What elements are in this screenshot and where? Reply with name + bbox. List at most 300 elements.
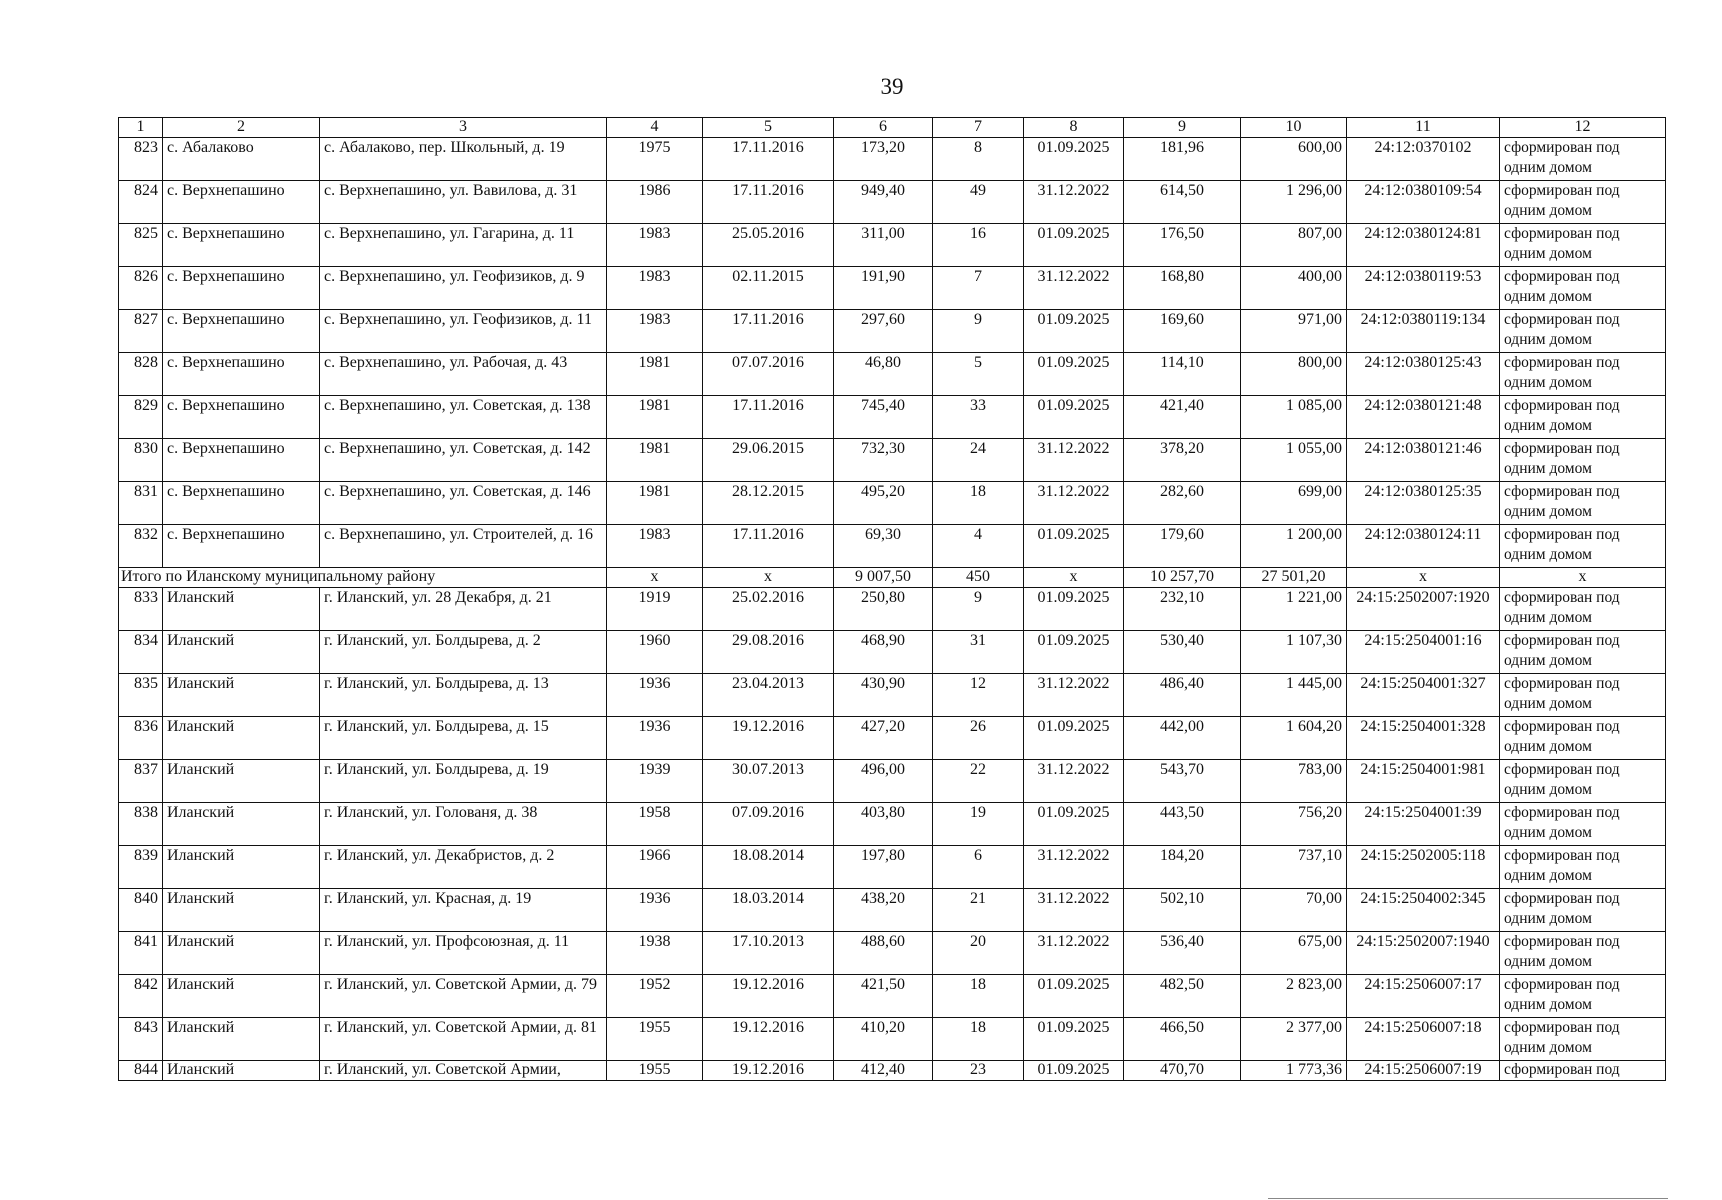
land-area-cell: 783,00 [1241, 760, 1347, 803]
cadastral-number-cell: 24:12:0380125:35 [1347, 482, 1500, 525]
residents-cell: 9 [933, 310, 1024, 353]
table-row [119, 674, 1666, 717]
status-cell: сформирован под одним домом [1500, 353, 1666, 396]
locality-cell: с. Верхнепашино [163, 439, 320, 482]
area-cell: 69,30 [834, 525, 933, 568]
table-row [119, 760, 1666, 803]
land-area-cell: 1 604,20 [1241, 717, 1347, 760]
deadline-cell: 31.12.2022 [1024, 846, 1124, 889]
residents-cell: 22 [933, 760, 1024, 803]
cadastral-number-cell: 24:12:0370102 [1347, 138, 1500, 181]
area-2-cell: 179,60 [1124, 525, 1241, 568]
area-cell: 949,40 [834, 181, 933, 224]
address-cell: г. Иланский, ул. Голованя, д. 38 [320, 803, 607, 846]
total-value: 27 501,20 [1241, 568, 1347, 588]
residents-cell: 24 [933, 439, 1024, 482]
deadline-cell: 01.09.2025 [1024, 631, 1124, 674]
year-cell: 1939 [607, 760, 703, 803]
row-number: 823 [119, 138, 163, 181]
date-cell: 19.12.2016 [703, 1018, 834, 1061]
table-body [119, 138, 1666, 1081]
cadastral-number-cell: 24:12:0380124:11 [1347, 525, 1500, 568]
deadline-cell: 31.12.2022 [1024, 181, 1124, 224]
locality-cell: с. Верхнепашино [163, 310, 320, 353]
status-cell: сформирован под одним домом [1500, 932, 1666, 975]
date-cell: 17.11.2016 [703, 310, 834, 353]
residents-cell: 7 [933, 267, 1024, 310]
land-area-cell: 1 773,36 [1241, 1061, 1347, 1081]
area-cell: 173,20 [834, 138, 933, 181]
locality-cell: Иланский [163, 760, 320, 803]
column-header-6: 6 [834, 118, 933, 138]
land-area-cell: 971,00 [1241, 310, 1347, 353]
row-number: 826 [119, 267, 163, 310]
residents-cell: 12 [933, 674, 1024, 717]
deadline-cell: 31.12.2022 [1024, 760, 1124, 803]
land-area-cell: 675,00 [1241, 932, 1347, 975]
residents-cell: 20 [933, 932, 1024, 975]
row-number: 830 [119, 439, 163, 482]
locality-cell: Иланский [163, 588, 320, 631]
table-row [119, 846, 1666, 889]
area-cell: 403,80 [834, 803, 933, 846]
table-row [119, 1018, 1666, 1061]
date-cell: 29.06.2015 [703, 439, 834, 482]
area-2-cell: 470,70 [1124, 1061, 1241, 1081]
address-cell: с. Абалаково, пер. Школьный, д. 19 [320, 138, 607, 181]
area-cell: 496,00 [834, 760, 933, 803]
date-cell: 07.09.2016 [703, 803, 834, 846]
cadastral-number-cell: 24:12:0380119:134 [1347, 310, 1500, 353]
year-cell: 1966 [607, 846, 703, 889]
deadline-cell: 31.12.2022 [1024, 439, 1124, 482]
table-row [119, 439, 1666, 482]
row-number: 828 [119, 353, 163, 396]
land-area-cell: 1 085,00 [1241, 396, 1347, 439]
deadline-cell: 01.09.2025 [1024, 224, 1124, 267]
locality-cell: с. Верхнепашино [163, 181, 320, 224]
locality-cell: Иланский [163, 803, 320, 846]
area-cell: 311,00 [834, 224, 933, 267]
year-cell: 1986 [607, 181, 703, 224]
deadline-cell: 01.09.2025 [1024, 1018, 1124, 1061]
table-row [119, 181, 1666, 224]
area-2-cell: 536,40 [1124, 932, 1241, 975]
locality-cell: с. Верхнепашино [163, 396, 320, 439]
table-row [119, 631, 1666, 674]
cadastral-number-cell: 24:15:2506007:17 [1347, 975, 1500, 1018]
area-2-cell: 184,20 [1124, 846, 1241, 889]
deadline-cell: 01.09.2025 [1024, 353, 1124, 396]
land-area-cell: 1 200,00 [1241, 525, 1347, 568]
table-row [119, 717, 1666, 760]
status-cell: сформирован под одним домом [1500, 181, 1666, 224]
date-cell: 18.08.2014 [703, 846, 834, 889]
land-area-cell: 2 377,00 [1241, 1018, 1347, 1061]
cadastral-number-cell: 24:15:2504001:39 [1347, 803, 1500, 846]
residents-cell: 6 [933, 846, 1024, 889]
column-header-1: 1 [119, 118, 163, 138]
residents-cell: 8 [933, 138, 1024, 181]
area-cell: 421,50 [834, 975, 933, 1018]
locality-cell: с. Верхнепашино [163, 525, 320, 568]
row-number: 837 [119, 760, 163, 803]
residents-cell: 23 [933, 1061, 1024, 1081]
date-cell: 19.12.2016 [703, 975, 834, 1018]
address-cell: с. Верхнепашино, ул. Строителей, д. 16 [320, 525, 607, 568]
row-number: 835 [119, 674, 163, 717]
cadastral-number-cell: 24:15:2504001:328 [1347, 717, 1500, 760]
residents-cell: 18 [933, 975, 1024, 1018]
locality-cell: с. Верхнепашино [163, 353, 320, 396]
deadline-cell: 01.09.2025 [1024, 803, 1124, 846]
year-cell: 1983 [607, 310, 703, 353]
locality-cell: с. Абалаково [163, 138, 320, 181]
table-row [119, 932, 1666, 975]
year-cell: 1936 [607, 674, 703, 717]
deadline-cell: 01.09.2025 [1024, 138, 1124, 181]
cadastral-number-cell: 24:12:0380121:48 [1347, 396, 1500, 439]
column-header-4: 4 [607, 118, 703, 138]
area-cell: 46,80 [834, 353, 933, 396]
area-cell: 488,60 [834, 932, 933, 975]
land-area-cell: 70,00 [1241, 889, 1347, 932]
date-cell: 17.10.2013 [703, 932, 834, 975]
date-cell: 17.11.2016 [703, 181, 834, 224]
column-header-12: 12 [1500, 118, 1666, 138]
year-cell: 1919 [607, 588, 703, 631]
year-cell: 1975 [607, 138, 703, 181]
table-row [119, 396, 1666, 439]
area-2-cell: 442,00 [1124, 717, 1241, 760]
row-number: 839 [119, 846, 163, 889]
status-cell: сформирован под одним домом [1500, 889, 1666, 932]
year-cell: 1955 [607, 1061, 703, 1081]
address-cell: г. Иланский, ул. Советской Армии, [320, 1061, 607, 1081]
column-header-9: 9 [1124, 118, 1241, 138]
date-cell: 17.11.2016 [703, 138, 834, 181]
area-2-cell: 176,50 [1124, 224, 1241, 267]
row-number: 836 [119, 717, 163, 760]
land-area-cell: 800,00 [1241, 353, 1347, 396]
area-2-cell: 114,10 [1124, 353, 1241, 396]
deadline-cell: 01.09.2025 [1024, 1061, 1124, 1081]
total-value: 450 [933, 568, 1024, 588]
cadastral-number-cell: 24:15:2502005:118 [1347, 846, 1500, 889]
year-cell: 1981 [607, 439, 703, 482]
land-area-cell: 1 055,00 [1241, 439, 1347, 482]
status-cell: сформирован под одним домом [1500, 482, 1666, 525]
column-header-5: 5 [703, 118, 834, 138]
residents-cell: 16 [933, 224, 1024, 267]
date-cell: 17.11.2016 [703, 396, 834, 439]
date-cell: 23.04.2013 [703, 674, 834, 717]
status-cell: сформирован под одним домом [1500, 803, 1666, 846]
year-cell: 1983 [607, 267, 703, 310]
table-row [119, 588, 1666, 631]
deadline-cell: 01.09.2025 [1024, 396, 1124, 439]
table-row [119, 482, 1666, 525]
status-cell: сформирован под одним домом [1500, 674, 1666, 717]
status-cell: сформирован под одним домом [1500, 1018, 1666, 1061]
address-cell: с. Верхнепашино, ул. Рабочая, д. 43 [320, 353, 607, 396]
cadastral-number-cell: 24:12:0380121:46 [1347, 439, 1500, 482]
row-number: 824 [119, 181, 163, 224]
status-cell: сформирован под одним домом [1500, 224, 1666, 267]
status-cell: сформирован под одним домом [1500, 138, 1666, 181]
address-cell: г. Иланский, ул. 28 Декабря, д. 21 [320, 588, 607, 631]
table-row [119, 267, 1666, 310]
deadline-cell: 31.12.2022 [1024, 932, 1124, 975]
residents-cell: 9 [933, 588, 1024, 631]
address-cell: г. Иланский, ул. Болдырева, д. 15 [320, 717, 607, 760]
address-cell: г. Иланский, ул. Профсоюзная, д. 11 [320, 932, 607, 975]
row-number: 834 [119, 631, 163, 674]
locality-cell: Иланский [163, 674, 320, 717]
locality-cell: с. Верхнепашино [163, 224, 320, 267]
deadline-cell: 01.09.2025 [1024, 310, 1124, 353]
area-2-cell: 466,50 [1124, 1018, 1241, 1061]
area-cell: 468,90 [834, 631, 933, 674]
deadline-cell: 01.09.2025 [1024, 717, 1124, 760]
land-area-cell: 400,00 [1241, 267, 1347, 310]
locality-cell: с. Верхнепашино [163, 267, 320, 310]
status-cell: сформирован под одним домом [1500, 267, 1666, 310]
area-2-cell: 530,40 [1124, 631, 1241, 674]
column-header-11: 11 [1347, 118, 1500, 138]
column-header-8: 8 [1024, 118, 1124, 138]
locality-cell: с. Верхнепашино [163, 482, 320, 525]
locality-cell: Иланский [163, 717, 320, 760]
deadline-cell: 31.12.2022 [1024, 889, 1124, 932]
deadline-cell: 31.12.2022 [1024, 674, 1124, 717]
area-cell: 732,30 [834, 439, 933, 482]
column-number-header-row [119, 118, 1666, 138]
residents-cell: 33 [933, 396, 1024, 439]
address-cell: с. Верхнепашино, ул. Геофизиков, д. 11 [320, 310, 607, 353]
area-2-cell: 181,96 [1124, 138, 1241, 181]
area-cell: 197,80 [834, 846, 933, 889]
address-cell: г. Иланский, ул. Советской Армии, д. 81 [320, 1018, 607, 1061]
land-area-cell: 1 296,00 [1241, 181, 1347, 224]
address-cell: с. Верхнепашино, ул. Советская, д. 146 [320, 482, 607, 525]
land-area-cell: 756,20 [1241, 803, 1347, 846]
area-cell: 745,40 [834, 396, 933, 439]
area-2-cell: 378,20 [1124, 439, 1241, 482]
total-value: х [1024, 568, 1124, 588]
year-cell: 1960 [607, 631, 703, 674]
cadastral-number-cell: 24:12:0380124:81 [1347, 224, 1500, 267]
year-cell: 1981 [607, 396, 703, 439]
area-2-cell: 282,60 [1124, 482, 1241, 525]
area-cell: 250,80 [834, 588, 933, 631]
area-cell: 410,20 [834, 1018, 933, 1061]
area-cell: 297,60 [834, 310, 933, 353]
land-area-cell: 807,00 [1241, 224, 1347, 267]
status-cell: сформирован под одним домом [1500, 439, 1666, 482]
housing-registry-table [118, 117, 1666, 1081]
date-cell: 29.08.2016 [703, 631, 834, 674]
total-label: Итого по Иланскому муниципальному району [119, 568, 607, 588]
cadastral-number-cell: 24:15:2502007:1920 [1347, 588, 1500, 631]
total-value: х [1347, 568, 1500, 588]
date-cell: 28.12.2015 [703, 482, 834, 525]
address-cell: с. Верхнепашино, ул. Советская, д. 138 [320, 396, 607, 439]
area-2-cell: 421,40 [1124, 396, 1241, 439]
area-cell: 412,40 [834, 1061, 933, 1081]
table-row [119, 889, 1666, 932]
cadastral-number-cell: 24:12:0380109:54 [1347, 181, 1500, 224]
row-number: 843 [119, 1018, 163, 1061]
residents-cell: 18 [933, 1018, 1024, 1061]
address-cell: г. Иланский, ул. Красная, д. 19 [320, 889, 607, 932]
address-cell: г. Иланский, ул. Болдырева, д. 19 [320, 760, 607, 803]
date-cell: 07.07.2016 [703, 353, 834, 396]
status-cell: сформирован под одним домом [1500, 760, 1666, 803]
cadastral-number-cell: 24:15:2504001:327 [1347, 674, 1500, 717]
total-value: 9 007,50 [834, 568, 933, 588]
date-cell: 30.07.2013 [703, 760, 834, 803]
year-cell: 1936 [607, 717, 703, 760]
land-area-cell: 600,00 [1241, 138, 1347, 181]
address-cell: с. Верхнепашино, ул. Советская, д. 142 [320, 439, 607, 482]
year-cell: 1955 [607, 1018, 703, 1061]
residents-cell: 26 [933, 717, 1024, 760]
row-number: 827 [119, 310, 163, 353]
cadastral-number-cell: 24:15:2504001:981 [1347, 760, 1500, 803]
area-cell: 191,90 [834, 267, 933, 310]
row-number: 842 [119, 975, 163, 1018]
area-2-cell: 168,80 [1124, 267, 1241, 310]
year-cell: 1958 [607, 803, 703, 846]
column-header-10: 10 [1241, 118, 1347, 138]
year-cell: 1981 [607, 482, 703, 525]
row-number: 841 [119, 932, 163, 975]
footer-divider [1268, 1198, 1668, 1199]
year-cell: 1983 [607, 525, 703, 568]
residents-cell: 5 [933, 353, 1024, 396]
area-2-cell: 169,60 [1124, 310, 1241, 353]
total-value: 10 257,70 [1124, 568, 1241, 588]
table-row [119, 224, 1666, 267]
residents-cell: 18 [933, 482, 1024, 525]
date-cell: 17.11.2016 [703, 525, 834, 568]
address-cell: г. Иланский, ул. Декабристов, д. 2 [320, 846, 607, 889]
date-cell: 25.02.2016 [703, 588, 834, 631]
table-row [119, 525, 1666, 568]
status-cell: сформирован под одним домом [1500, 975, 1666, 1018]
date-cell: 02.11.2015 [703, 267, 834, 310]
locality-cell: Иланский [163, 1018, 320, 1061]
area-2-cell: 486,40 [1124, 674, 1241, 717]
status-cell: сформирован под [1500, 1061, 1666, 1081]
land-area-cell: 1 107,30 [1241, 631, 1347, 674]
status-cell: сформирован под одним домом [1500, 525, 1666, 568]
year-cell: 1936 [607, 889, 703, 932]
year-cell: 1983 [607, 224, 703, 267]
row-number: 832 [119, 525, 163, 568]
row-number: 825 [119, 224, 163, 267]
locality-cell: Иланский [163, 631, 320, 674]
status-cell: сформирован под одним домом [1500, 588, 1666, 631]
locality-cell: Иланский [163, 932, 320, 975]
locality-cell: Иланский [163, 889, 320, 932]
table-row [119, 975, 1666, 1018]
table-row [119, 310, 1666, 353]
date-cell: 19.12.2016 [703, 1061, 834, 1081]
locality-cell: Иланский [163, 1061, 320, 1081]
status-cell: сформирован под одним домом [1500, 310, 1666, 353]
locality-cell: Иланский [163, 846, 320, 889]
locality-cell: Иланский [163, 975, 320, 1018]
status-cell: сформирован под одним домом [1500, 631, 1666, 674]
residents-cell: 21 [933, 889, 1024, 932]
area-2-cell: 443,50 [1124, 803, 1241, 846]
row-number: 831 [119, 482, 163, 525]
address-cell: с. Верхнепашино, ул. Гагарина, д. 11 [320, 224, 607, 267]
cadastral-number-cell: 24:15:2506007:18 [1347, 1018, 1500, 1061]
address-cell: г. Иланский, ул. Болдырева, д. 13 [320, 674, 607, 717]
total-row [119, 568, 1666, 588]
residents-cell: 49 [933, 181, 1024, 224]
year-cell: 1938 [607, 932, 703, 975]
address-cell: г. Иланский, ул. Болдырева, д. 2 [320, 631, 607, 674]
deadline-cell: 31.12.2022 [1024, 267, 1124, 310]
land-area-cell: 2 823,00 [1241, 975, 1347, 1018]
total-value: х [607, 568, 703, 588]
column-header-2: 2 [163, 118, 320, 138]
column-header-3: 3 [320, 118, 607, 138]
area-cell: 430,90 [834, 674, 933, 717]
area-2-cell: 232,10 [1124, 588, 1241, 631]
residents-cell: 19 [933, 803, 1024, 846]
land-area-cell: 699,00 [1241, 482, 1347, 525]
area-cell: 438,20 [834, 889, 933, 932]
cadastral-number-cell: 24:15:2506007:19 [1347, 1061, 1500, 1081]
deadline-cell: 01.09.2025 [1024, 588, 1124, 631]
row-number: 829 [119, 396, 163, 439]
area-2-cell: 614,50 [1124, 181, 1241, 224]
area-2-cell: 482,50 [1124, 975, 1241, 1018]
address-cell: с. Верхнепашино, ул. Геофизиков, д. 9 [320, 267, 607, 310]
status-cell: сформирован под одним домом [1500, 846, 1666, 889]
cadastral-number-cell: 24:12:0380119:53 [1347, 267, 1500, 310]
area-cell: 495,20 [834, 482, 933, 525]
land-area-cell: 1 221,00 [1241, 588, 1347, 631]
row-number: 833 [119, 588, 163, 631]
address-cell: г. Иланский, ул. Советской Армии, д. 79 [320, 975, 607, 1018]
year-cell: 1981 [607, 353, 703, 396]
table-row [119, 353, 1666, 396]
date-cell: 18.03.2014 [703, 889, 834, 932]
status-cell: сформирован под одним домом [1500, 717, 1666, 760]
table-row [119, 138, 1666, 181]
year-cell: 1952 [607, 975, 703, 1018]
row-number: 844 [119, 1061, 163, 1081]
deadline-cell: 01.09.2025 [1024, 975, 1124, 1018]
area-cell: 427,20 [834, 717, 933, 760]
column-header-7: 7 [933, 118, 1024, 138]
area-2-cell: 543,70 [1124, 760, 1241, 803]
residents-cell: 4 [933, 525, 1024, 568]
deadline-cell: 31.12.2022 [1024, 482, 1124, 525]
row-number: 838 [119, 803, 163, 846]
date-cell: 19.12.2016 [703, 717, 834, 760]
residents-cell: 31 [933, 631, 1024, 674]
area-2-cell: 502,10 [1124, 889, 1241, 932]
cadastral-number-cell: 24:15:2504001:16 [1347, 631, 1500, 674]
land-area-cell: 737,10 [1241, 846, 1347, 889]
